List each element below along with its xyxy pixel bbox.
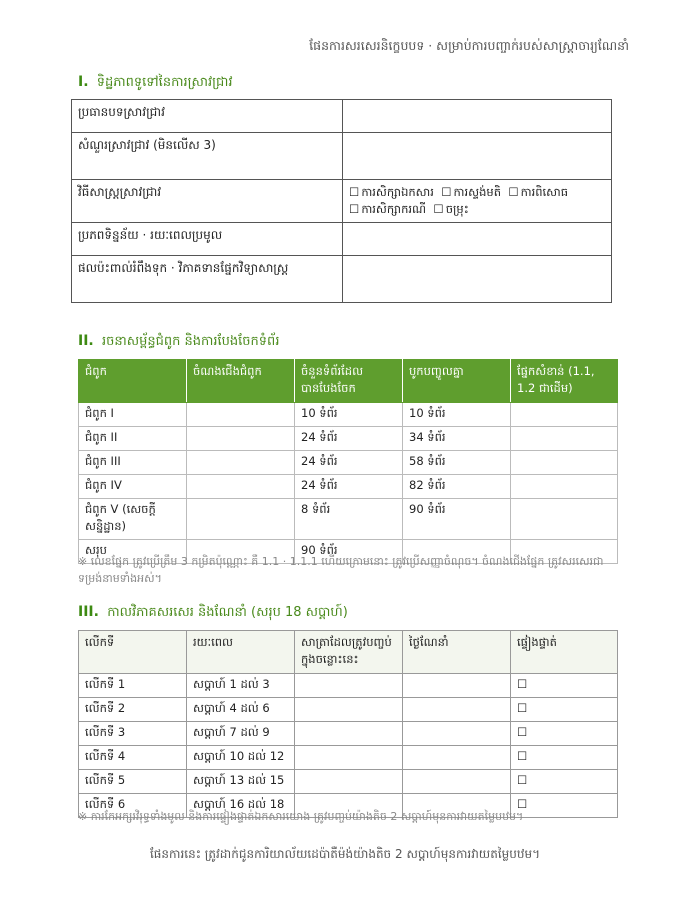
guidance-date-field[interactable] <box>403 698 511 722</box>
checkbox-icon: ☐ <box>508 185 519 199</box>
section3-number: III. <box>78 604 99 620</box>
round-cell: លើកទី 6 <box>79 794 187 818</box>
chapter-title-field[interactable] <box>187 475 295 499</box>
pages-cell: 8 ទំព័រ <box>295 499 403 540</box>
guidance-date-field[interactable] <box>403 746 511 770</box>
guidance-date-field[interactable] <box>403 722 511 746</box>
column-header: ចំនួនទំព័រដែលបានបែងចែក <box>295 360 403 403</box>
method-option-case-study[interactable] <box>349 202 426 216</box>
period-cell: សប្តាហ៍ 1 ដល់ 3 <box>187 674 295 698</box>
chapter-title-field[interactable] <box>187 499 295 540</box>
overview-value-field[interactable] <box>343 133 612 180</box>
overview-value-field[interactable] <box>343 223 612 256</box>
table-row <box>79 499 618 540</box>
column-header: បូកបញ្ចូលគ្នា <box>403 360 511 403</box>
table-row <box>79 746 618 770</box>
sections-field[interactable] <box>511 403 618 427</box>
chapter-cell: ជំពូក II <box>79 427 187 451</box>
sections-field[interactable] <box>511 427 618 451</box>
column-header: ចំណងជើងជំពូក <box>187 360 295 403</box>
cumulative-cell: 10 ទំព័រ <box>403 403 511 427</box>
method-label: ការពិសោធ <box>520 185 569 199</box>
section1-title: ទិដ្ឋភាពទូទៅនៃការស្រាវជ្រាវ <box>96 75 233 90</box>
period-cell: សប្តាហ៍ 7 ដល់ 9 <box>187 722 295 746</box>
period-cell: សប្តាហ៍ 4 ដល់ 6 <box>187 698 295 722</box>
column-header: រយៈពេល <box>187 631 295 674</box>
table-row <box>79 403 618 427</box>
column-header: សាត្រាដែលត្រូវបញ្ចប់ក្នុងចន្លោះនេះ <box>295 631 403 674</box>
chapter-cell: ជំពូក I <box>79 403 187 427</box>
round-cell: លើកទី 5 <box>79 770 187 794</box>
total-label: សរុប <box>79 540 187 564</box>
method-options <box>343 180 612 223</box>
section2-note: ※ លេខផ្នែក ត្រូវប្រើត្រឹម 3 កម្រិតប៉ុណ្ណោះ គឺ 1.1 · 1.1.1 ហើយក្រោមនោះ ត្រូវប្រើសញ្ញាចំណុច។ ចំណងជើងផ្នែក ត្រូវសរសេរជាទម្រង់នាមទាំងអស់។ <box>78 555 604 585</box>
table-row <box>79 698 618 722</box>
overview-label: ប្រភពទិន្នន័យ · រយៈពេលប្រមូល <box>72 223 343 256</box>
table-row <box>79 427 618 451</box>
checkbox-icon: ☐ <box>349 185 360 199</box>
pages-cell: 24 ទំព័រ <box>295 427 403 451</box>
period-cell: សប្តាហ៍ 16 ដល់ 18 <box>187 794 295 818</box>
deliverable-field[interactable] <box>295 770 403 794</box>
method-label: ការសិក្សាឯកសារ <box>361 185 434 199</box>
period-cell: សប្តាហ៍ 10 ដល់ 12 <box>187 746 295 770</box>
chapter-cell: ជំពូក V (សេចក្តីសន្និដ្ឋាន) <box>79 499 187 540</box>
deliverable-field[interactable] <box>295 698 403 722</box>
section2-heading <box>78 333 279 352</box>
sections-field[interactable] <box>511 475 618 499</box>
overview-label: សំណួរស្រាវជ្រាវ (មិនលើស 3) <box>72 133 343 180</box>
column-header: ជំពូក <box>79 360 187 403</box>
column-header: ផ្នែកសំខាន់ (1.1, 1.2 ជាដើម) <box>511 360 618 403</box>
verify-checkbox[interactable]: ☐ <box>511 770 618 794</box>
table-row <box>79 475 618 499</box>
section2-number: II. <box>78 333 94 349</box>
round-cell: លើកទី 4 <box>79 746 187 770</box>
deliverable-field[interactable] <box>295 722 403 746</box>
pages-cell: 24 ទំព័រ <box>295 451 403 475</box>
deliverable-field[interactable] <box>295 746 403 770</box>
table-row <box>79 451 618 475</box>
guidance-date-field[interactable] <box>403 770 511 794</box>
overview-label: ប្រធានបទស្រាវជ្រាវ <box>72 100 343 133</box>
column-header: ផ្ទៀងផ្ទាត់ <box>511 631 618 674</box>
page-footer: ផែនការនេះ ត្រូវដាក់ជូនការិយាល័យដេប៉ាតឺម៉ង់យ៉ាងតិច 2 សប្តាហ៍មុនការវាយតម្លៃបឋម។ <box>150 847 541 861</box>
round-cell: លើកទី 2 <box>79 698 187 722</box>
method-label: ការស្ទង់មតិ <box>453 185 501 199</box>
chapter-cell: ជំពូក III <box>79 451 187 475</box>
chapter-title-field[interactable] <box>187 403 295 427</box>
table-row <box>79 770 618 794</box>
total-pages-cell: 90 ទំព័រ <box>295 540 403 564</box>
guidance-date-field[interactable] <box>403 674 511 698</box>
deliverable-field[interactable] <box>295 674 403 698</box>
research-overview-table <box>71 99 612 303</box>
overview-label: វិធីសាស្ត្រស្រាវជ្រាវ <box>72 180 343 223</box>
round-cell: លើកទី 3 <box>79 722 187 746</box>
chapter-title-field[interactable] <box>187 427 295 451</box>
section2-title: រចនាសម្ព័ន្ធជំពូក និងការបែងចែកទំព័រ <box>102 334 280 349</box>
method-option-mixed[interactable] <box>433 202 468 216</box>
method-option-survey[interactable] <box>441 185 501 199</box>
table-row <box>79 722 618 746</box>
section3-title: កាលវិភាគសរសេរ និងណែនាំ (សរុប 18 សប្តាហ៍) <box>107 605 348 620</box>
method-label: ការសិក្សាករណី <box>361 202 427 216</box>
chapter-title-field[interactable] <box>187 451 295 475</box>
column-header: លើកទី <box>79 631 187 674</box>
cumulative-cell: 90 ទំព័រ <box>403 499 511 540</box>
verify-checkbox[interactable]: ☐ <box>511 722 618 746</box>
method-option-literature[interactable] <box>349 185 434 199</box>
section1-number: I. <box>78 74 89 90</box>
pages-cell: 10 ទំព័រ <box>295 403 403 427</box>
section3-heading <box>78 604 348 623</box>
page-header: ផែនការសរសេរនិក្ខេបបទ · សម្រាប់ការបញ្ចាក់របស់សាស្ត្រាចារ្យណែនាំ <box>309 38 629 53</box>
table-row <box>79 674 618 698</box>
verify-checkbox[interactable]: ☐ <box>511 698 618 722</box>
writing-schedule-table <box>78 630 618 818</box>
verify-checkbox[interactable]: ☐ <box>511 746 618 770</box>
period-cell: សប្តាហ៍ 13 ដល់ 15 <box>187 770 295 794</box>
method-option-experiment[interactable] <box>508 185 568 199</box>
method-label: ចម្រុះ <box>445 202 469 216</box>
chapter-cell: ជំពូក IV <box>79 475 187 499</box>
cumulative-cell: 82 ទំព័រ <box>403 475 511 499</box>
sections-field[interactable] <box>511 451 618 475</box>
chapter-structure-table <box>78 359 618 564</box>
cumulative-cell: 34 ទំព័រ <box>403 427 511 451</box>
round-cell: លើកទី 1 <box>79 674 187 698</box>
checkbox-icon: ☐ <box>433 202 444 216</box>
column-header: ថ្ងៃណែនាំ <box>403 631 511 674</box>
sections-field[interactable] <box>511 499 618 540</box>
overview-value-field[interactable] <box>343 256 612 303</box>
checkbox-icon: ☐ <box>349 202 360 216</box>
verify-checkbox[interactable]: ☐ <box>511 794 618 818</box>
section1-heading <box>78 74 232 93</box>
verify-checkbox[interactable]: ☐ <box>511 674 618 698</box>
cumulative-cell: 58 ទំព័រ <box>403 451 511 475</box>
pages-cell: 24 ទំព័រ <box>295 475 403 499</box>
overview-value-field[interactable] <box>343 100 612 133</box>
checkbox-icon: ☐ <box>441 185 452 199</box>
overview-label: ផលប៉ះពាល់រំពឹងទុក · វិភាគទានផ្នែកវិទ្យាសាស្ត្រ <box>72 256 343 303</box>
section3-note: ※ ការកែអក្សរវិរុទ្ធទាំងមូល និងការផ្ទៀងផ្ទាត់ឯកសារយោង ត្រូវបញ្ចប់យ៉ាងតិច 2 សប្តាហ៍មុនការវាយតម្លៃបឋម។ <box>78 810 524 823</box>
